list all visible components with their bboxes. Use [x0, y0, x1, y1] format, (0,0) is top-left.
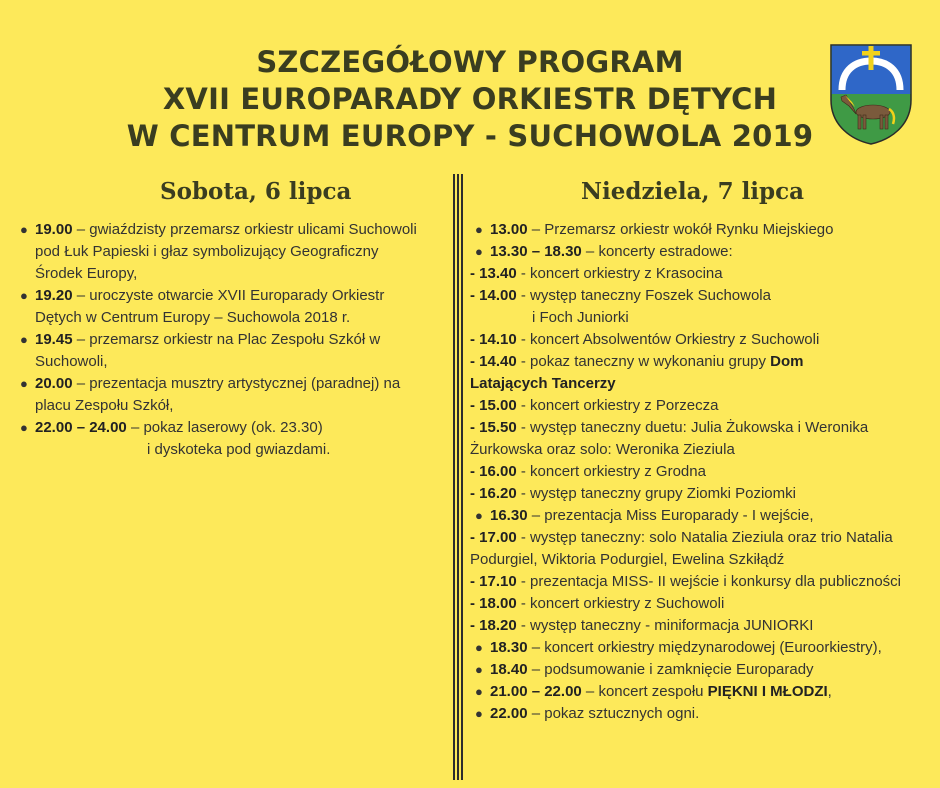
- item-time: - 16.00: [470, 463, 517, 480]
- item-text: - pokaz taneczny w wykonaniu grupy: [516, 353, 771, 370]
- sunday-heading: Niedziela, 7 lipca: [581, 178, 805, 205]
- item-time: - 15.00: [470, 397, 517, 414]
- item-text: - koncert Absolwentów Orkiestry z Suchowoli: [516, 331, 820, 348]
- item-time: 22.00: [490, 705, 528, 722]
- list-item: [470, 417, 901, 439]
- item-text: - prezentacja MISS- II wejście i konkursy dla publiczności: [516, 573, 902, 590]
- list-item: [470, 615, 901, 637]
- list-item: ● 22.00 – pokaz sztucznych ogni.: [475, 705, 700, 722]
- item-text: – podsumowanie i zamknięcie Europarady: [527, 661, 814, 678]
- list-item: ● 19.20 – uroczyste otwarcie XVII Europarady Orkiestr: [20, 287, 385, 304]
- list-item: ● 20.00 – prezentacja musztry artystycznej (paradnej) na: [20, 375, 401, 392]
- list-item: [470, 395, 901, 417]
- item-text: – pokaz laserowy (ok. 23.30): [130, 419, 323, 436]
- list-item: ● 21.00 – 22.00 – koncert zespołu PIĘKNI I MŁODZI,: [475, 683, 832, 700]
- saturday-schedule: [20, 219, 417, 461]
- item-time: 21.00 – 22.00: [490, 683, 582, 700]
- list-item: [470, 571, 901, 593]
- item-time: - 14.40: [470, 353, 517, 370]
- item-time: 19.00: [35, 221, 73, 238]
- item-highlight: PIĘKNI I MŁODZI: [707, 683, 828, 700]
- item-time: - 17.00: [470, 529, 517, 546]
- list-item: [470, 373, 901, 395]
- item-text: Dętych w Centrum Europy – Suchowola 2018 r.: [35, 309, 351, 326]
- item-time: 13.30 – 18.30: [490, 243, 582, 260]
- item-text: – koncert zespołu: [581, 683, 708, 700]
- list-item: [470, 527, 901, 549]
- item-time: 16.30: [490, 507, 528, 524]
- item-text: – koncert orkiestry międzynarodowej (Euroorkiestry),: [527, 639, 882, 656]
- item-text: – przemarsz orkiestr na Plac Zespołu Szkół w: [76, 331, 381, 348]
- list-item: [470, 351, 901, 373]
- list-item: ● 18.30 – koncert orkiestry międzynarodowej (Euroorkiestry),: [475, 639, 882, 656]
- item-time: 19.20: [35, 287, 73, 304]
- item-text: – prezentacja musztry artystycznej (paradnej) na: [76, 375, 401, 392]
- item-text: - koncert orkiestry z Suchowoli: [516, 595, 725, 612]
- list-item: ● 13.30 – 18.30 – koncerty estradowe:: [475, 243, 733, 260]
- item-text: ,: [827, 683, 832, 700]
- item-text: – gwiaździsty przemarsz orkiestr ulicami Suchowoli: [76, 221, 417, 238]
- item-text: – pokaz sztucznych ogni.: [527, 705, 700, 722]
- item-time: 18.30: [490, 639, 528, 656]
- coat-of-arms-icon: [828, 42, 914, 146]
- program-title: [100, 44, 840, 155]
- list-item: ● 19.45 – przemarsz orkiestr na Plac Zespołu Szkół w: [20, 331, 381, 348]
- item-text: i Foch Juniorki: [532, 309, 629, 326]
- item-text: placu Zespołu Szkół,: [35, 397, 174, 414]
- list-item: [470, 593, 901, 615]
- item-text: – prezentacja Miss Europarady - I wejście,: [527, 507, 814, 524]
- item-text: Podurgiel, Wiktoria Podurgiel, Ewelina Szkiłądź: [470, 551, 785, 568]
- item-text: - występ taneczny - miniformacja JUNIORKI: [516, 617, 814, 634]
- column-divider: [452, 174, 464, 780]
- item-time: 22.00 – 24.00: [35, 419, 127, 436]
- item-highlight: Latających Tancerzy: [470, 375, 616, 392]
- item-time: - 14.10: [470, 331, 517, 348]
- title-line-3: W CENTRUM EUROPY - SUCHOWOLA 2019: [126, 119, 814, 153]
- sunday-schedule: [470, 219, 901, 725]
- list-item: [470, 483, 901, 505]
- item-text: - występ taneczny duetu: Julia Żukowska i Weronika: [516, 419, 869, 436]
- item-highlight: Dom: [770, 353, 804, 370]
- list-item: [470, 461, 901, 483]
- item-text: Żurkowska oraz solo: Weronika Zieziula: [470, 441, 735, 458]
- item-time: - 14.00: [470, 287, 517, 304]
- list-item: ● 18.40 – podsumowanie i zamknięcie Europarady: [475, 661, 814, 678]
- item-time: - 18.00: [470, 595, 517, 612]
- item-time: - 17.10: [470, 573, 517, 590]
- item-text: pod Łuk Papieski i głaz symbolizujący Geograficzny: [35, 243, 379, 260]
- item-time: 13.00: [490, 221, 528, 238]
- item-text: – Przemarsz orkiestr wokół Rynku Miejskiego: [527, 221, 834, 238]
- item-text: i dyskoteka pod gwiazdami.: [147, 441, 331, 458]
- item-text: - koncert orkiestry z Porzecza: [516, 397, 719, 414]
- list-item: ● 22.00 – 24.00 – pokaz laserowy (ok. 23.30): [20, 419, 323, 436]
- item-time: - 13.40: [470, 265, 517, 282]
- list-item: [470, 329, 901, 351]
- item-text: Środek Europy,: [35, 265, 138, 282]
- item-time: - 16.20: [470, 485, 517, 502]
- list-item: ● 13.00 – Przemarsz orkiestr wokół Rynku Miejskiego: [475, 221, 834, 238]
- item-time: 19.45: [35, 331, 73, 348]
- item-text: - koncert orkiestry z Grodna: [516, 463, 706, 480]
- saturday-heading: Sobota, 6 lipca: [160, 178, 352, 205]
- item-time: 20.00: [35, 375, 73, 392]
- list-item: ● 16.30 – prezentacja Miss Europarady - I wejście,: [475, 507, 814, 524]
- item-text: Suchowoli,: [35, 353, 108, 370]
- item-text: - występ taneczny grupy Ziomki Poziomki: [516, 485, 796, 502]
- item-text: - występ taneczny Foszek Suchowola: [516, 287, 771, 304]
- item-text: – koncerty estradowe:: [581, 243, 733, 260]
- item-text: - koncert orkiestry z Krasocina: [516, 265, 723, 282]
- item-text: - występ taneczny: solo Natalia Zieziula oraz trio Natalia: [516, 529, 893, 546]
- list-item: [470, 263, 901, 285]
- title-line-2: XVII EUROPARADY ORKIESTR DĘTYCH: [162, 82, 778, 116]
- list-item: [470, 285, 901, 307]
- title-line-1: SZCZEGÓŁOWY PROGRAM: [256, 45, 684, 79]
- item-time: - 18.20: [470, 617, 517, 634]
- item-time: 18.40: [490, 661, 528, 678]
- list-item: ● 19.00 – gwiaździsty przemarsz orkiestr ulicami Suchowoli: [20, 221, 417, 238]
- item-time: - 15.50: [470, 419, 517, 436]
- item-text: – uroczyste otwarcie XVII Europarady Orkiestr: [76, 287, 385, 304]
